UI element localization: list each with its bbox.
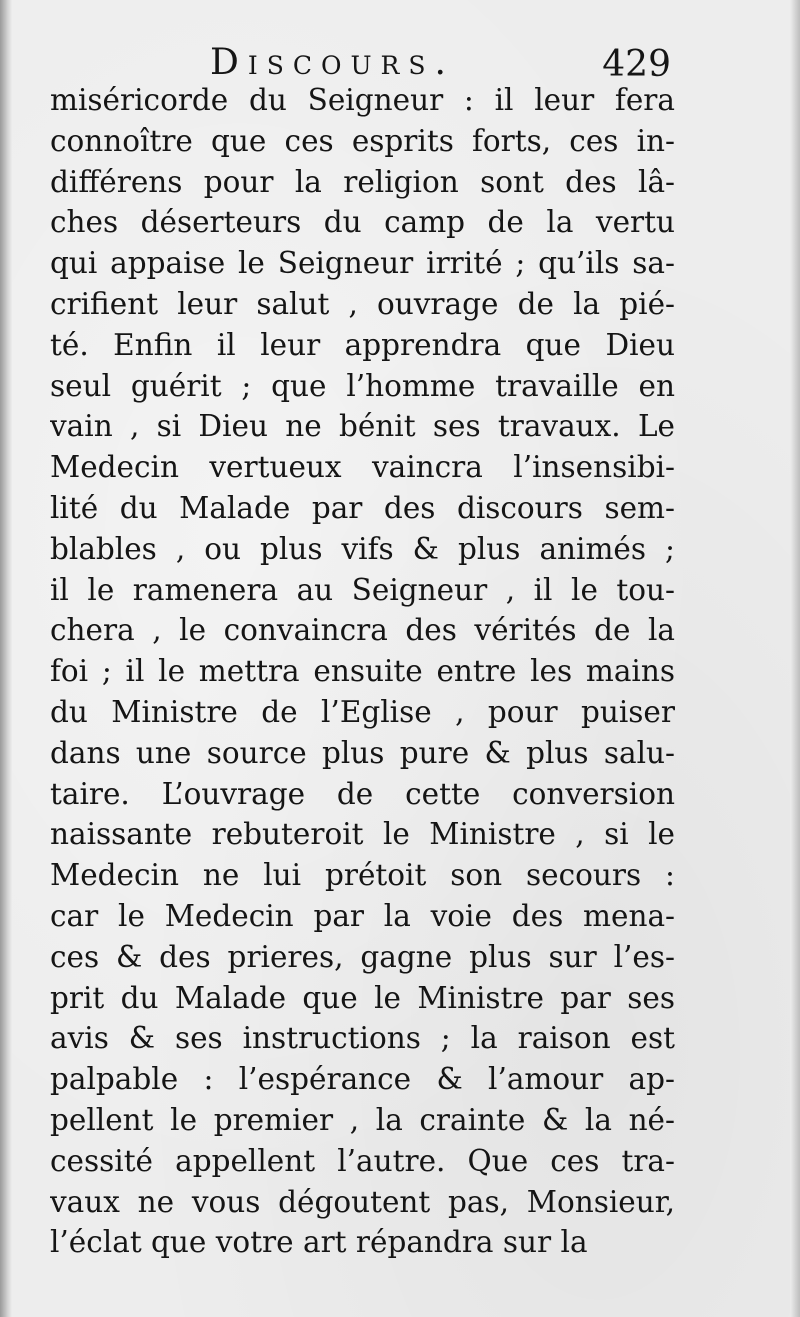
page-edge-shadow [790, 0, 800, 1317]
text-line: cessité appellent l’autre. Que ces tra- [50, 1143, 675, 1178]
text-line: seul guérit ; que l’homme travaille en [50, 368, 675, 403]
page-number: 429 [602, 44, 671, 85]
text-line: vaux ne vous dégoutent pas, Monsieur, [50, 1184, 675, 1219]
text-line: té. Enfin il leur apprendra que Dieu [50, 327, 675, 362]
text-line: Medecin ne lui prétoit son secours : [50, 858, 675, 893]
text-line: différens pour la religion sont des lâ- [50, 164, 675, 199]
text-line: Medecin vertueux vaincra l’insensibi- [50, 450, 675, 485]
text-line: naissante rebuteroit le Ministre , si le [50, 817, 675, 852]
text-line: ces & des prieres, gagne plus sur l’es- [50, 939, 675, 974]
text-line: blables , ou plus vifs & plus animés ; [50, 531, 675, 566]
text-line: avis & ses instructions ; la raison est [50, 1021, 675, 1056]
text-line: palpable : l’espérance & l’amour ap- [50, 1062, 675, 1097]
text-line: chera , le convaincra des vérités de la [50, 613, 675, 648]
text-line: ches déserteurs du camp de la vertu [50, 205, 675, 240]
body-text [50, 80, 675, 1263]
text-line: dans une source plus pure & plus salu- [50, 735, 675, 770]
text-line: vain , si Dieu ne bénit ses travaux. Le [50, 409, 675, 444]
text-line: pellent le premier , la crainte & la né- [50, 1102, 675, 1137]
text-line: miséricorde du Seigneur : il leur fera [50, 83, 675, 117]
text-line: taire. L’ouvrage de cette conversion [50, 776, 675, 811]
text-line: foi ; il le mettra ensuite entre les mains [50, 654, 675, 689]
text-line: car le Medecin par la voie des mena- [50, 898, 675, 933]
running-head: Discours. [210, 42, 455, 83]
text-line: crifient leur salut , ouvrage de la pié- [50, 286, 675, 321]
text-line: lité du Malade par des discours sem- [50, 490, 675, 525]
text-line: prit du Malade que le Ministre par ses [50, 980, 675, 1015]
text-line: l’éclat que votre art répandra sur la [50, 1225, 588, 1260]
text-line: qui appaise le Seigneur irrité ; qu’ils sa- [50, 246, 675, 281]
text-line: du Ministre de l’Eglise , pour puiser [50, 694, 675, 729]
text-line: il le ramenera au Seigneur , il le tou- [50, 572, 675, 607]
text-line: connoître que ces esprits forts, ces in- [50, 123, 675, 158]
page-gutter-shadow [0, 0, 12, 1317]
